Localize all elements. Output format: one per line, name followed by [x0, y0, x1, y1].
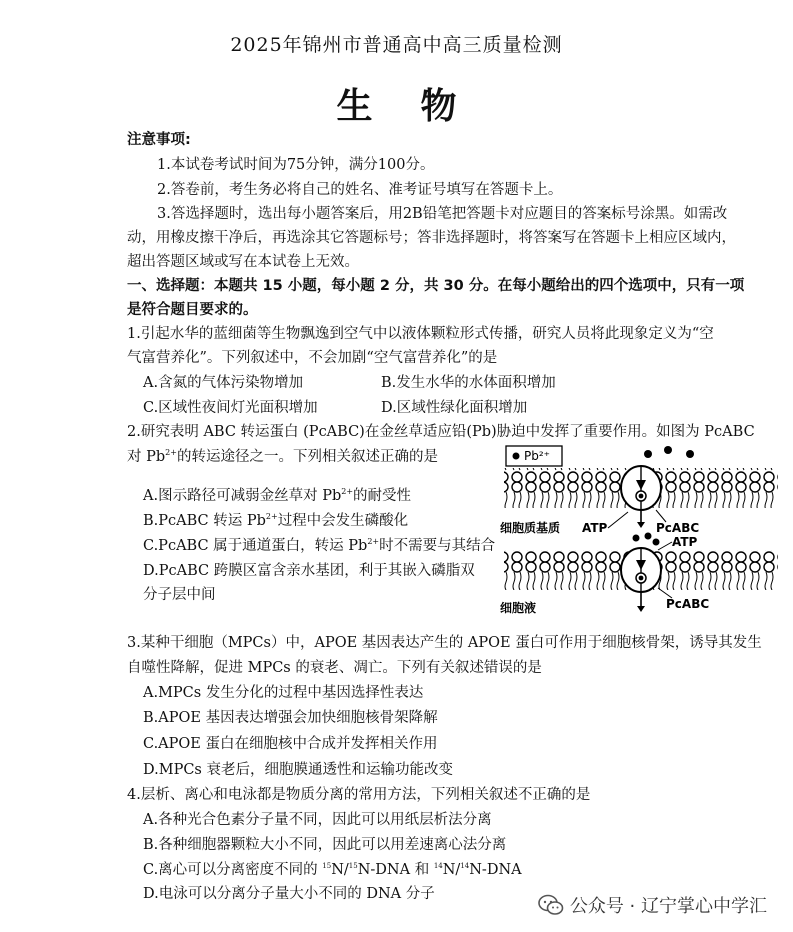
q1-stem-line-2: 气富营养化”。下列叙述中，不会加剧“空气富营养化”的是	[127, 350, 498, 366]
svg-text:细胞质基质: 细胞质基质	[500, 521, 561, 535]
q2-option-a: A.图示路径可减弱金丝草对 $Pb^{2+}$的耐受性	[143, 487, 412, 504]
q1-option-b: B.发生水华的水体面积增加	[381, 375, 556, 391]
q2-option-b: B.PcABC 转运 $Pb^{2+}$过程中会发生磷酸化	[143, 512, 409, 529]
q3-option-a: A.MPCs 发生分化的过程中基因选择性表达	[143, 685, 424, 701]
notes-item-3-line-2: 动，用橡皮擦干净后，再选涂其它答题标号；答非选择题时，将答案写在答题卡上相应区域内，	[127, 230, 736, 246]
section-1-heading-line-2: 是符合题目要求的。	[127, 302, 258, 318]
q1-option-c: C.区域性夜间灯光面积增加	[143, 400, 318, 416]
q1-stem-line-1: 1.引起水华的蓝细菌等生物飘逸到空气中以液体颗粒形式传播，研究人员将此现象定义为“空	[127, 326, 714, 342]
q3-stem-line-1: 3.某种干细胞（MPCs）中，APOE 基因表达产生的 APOE 蛋白可作用于细胞核骨架，诱导其发生	[127, 635, 762, 651]
svg-text:PcABC: PcABC	[666, 597, 710, 611]
q4-stem: 4.层析、离心和电泳都是物质分离的常用方法，下列相关叙述不正确的是	[127, 787, 591, 803]
svg-text:细胞液: 细胞液	[500, 601, 537, 615]
q2-option-c: C.PcABC 属于通道蛋白，转运 $Pb^{2+}$时不需要与其结合	[143, 537, 496, 554]
notes-item-1: 1.本试卷考试时间为75分钟，满分100分。	[157, 157, 435, 173]
watermark	[538, 892, 767, 918]
legend-box	[506, 446, 562, 466]
notes-item-3-line-1: 3.答选择题时，选出每小题答案后，用2B铅笔把答题卡对应题目的答案标号涂黑。如需改	[157, 206, 728, 222]
q1-option-a: A.含氮的气体污染物增加	[143, 375, 304, 391]
q4-option-b: B.各种细胞器颗粒大小不同，因此可以用差速离心法分离	[143, 837, 507, 853]
q3-option-b: B.APOE 基因表达增强会加快细胞核骨架降解	[143, 710, 438, 726]
svg-text:PcABC: PcABC	[656, 521, 700, 535]
notes-heading: 注意事项:	[127, 132, 191, 148]
notes-item-3-line-3: 超出答题区域或写在本试卷上无效。	[127, 254, 359, 270]
watermark-text: 公众号 · 辽宁掌心中学汇	[569, 896, 767, 917]
subject-title: 生物	[336, 85, 505, 127]
q1-option-d: D.区域性绿化面积增加	[381, 400, 528, 416]
q2-option-d-line-1: D.PcABC 跨膜区富含亲水基团，利于其嵌入磷脂双	[143, 563, 475, 579]
pcabc-protein-upper	[621, 466, 661, 528]
q4-option-d: D.电泳可以分离分子量大小不同的 DNA 分子	[143, 886, 435, 902]
notes-item-2: 2.答卷前，考生务必将自己的姓名、准考证号填写在答题卡上。	[157, 182, 563, 198]
q2-stem-line-2: 对 $Pb^{2+}$的转运途径之一。下列相关叙述正确的是	[127, 448, 438, 465]
section-1-heading-line-1: 一、选择题：本题共 15 小题，每小题 2 分，共 30 分。在每小题给出的四个选项中，只有一项	[127, 278, 745, 294]
pcabc-protein-lower	[621, 548, 661, 612]
svg-text:ATP: ATP	[672, 535, 698, 549]
q3-option-d: D.MPCs 衰老后，细胞膜通透性和运输功能改变	[143, 762, 453, 778]
q4-option-a: A.各种光合色素分子量不同，因此可以用纸层析法分离	[143, 812, 492, 828]
q2-stem-line-1: 2.研究表明 ABC 转运蛋白 (PcABC)在金丝草适应铅(Pb)胁迫中发挥了重要作用。如图为 PcABC	[127, 424, 755, 440]
exam-title: 2025年锦州市普通高中高三质量检测	[230, 34, 563, 56]
pcabc-transport-diagram	[496, 442, 786, 622]
svg-text:ATP: ATP	[582, 521, 608, 535]
q3-stem-line-2: 自噬性降解，促进 MPCs 的衰老、凋亡。下列有关叙述错误的是	[127, 660, 542, 676]
q3-option-c: C.APOE 蛋白在细胞核中合成并发挥相关作用	[143, 736, 438, 752]
q2-option-d-line-2: 分子层中间	[143, 587, 216, 603]
svg-text:Pb²⁺: Pb²⁺	[524, 449, 550, 463]
q4-option-c: C.离心可以分离密度不同的 $^{15}$N/$^{15}$N-DNA 和 $^{14}$N/$^{14}$N-DNA	[143, 862, 522, 878]
wechat-icon	[538, 894, 564, 916]
